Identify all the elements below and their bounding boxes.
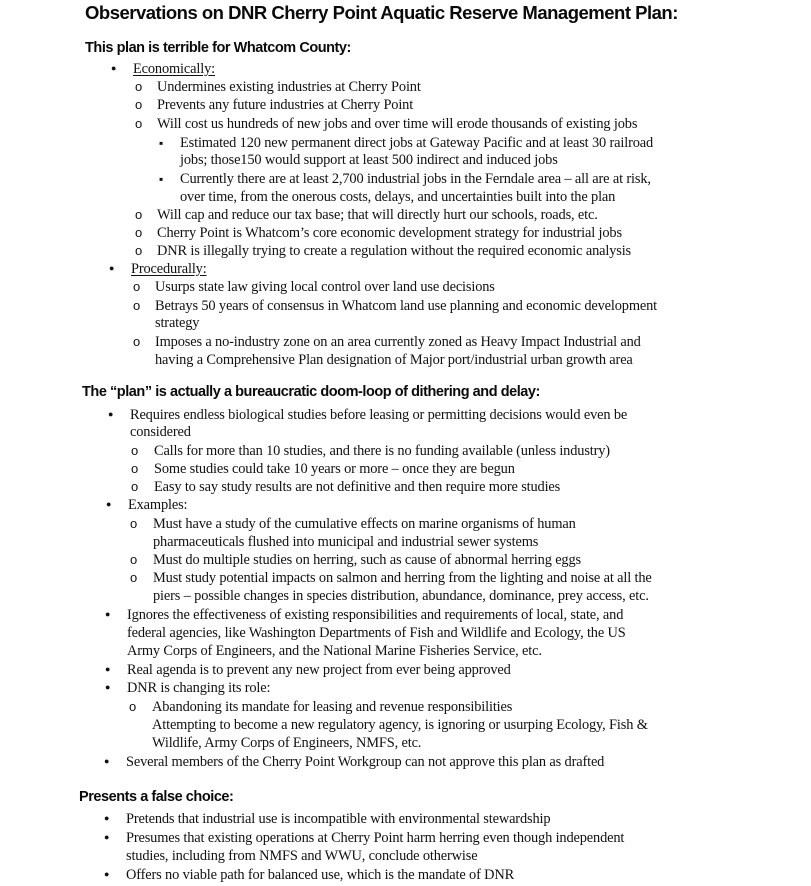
list-item: Must have a study of the cumulative effects on marine organisms of human [153, 516, 576, 532]
section-heading-doom-loop: The “plan” is actually a bureaucratic doom-loop of dithering and delay: [82, 384, 540, 400]
bullet-icon [104, 753, 109, 772]
hollow-bullet-icon [130, 569, 137, 587]
hollow-bullet-icon [131, 460, 138, 478]
hollow-bullet-icon [135, 224, 142, 242]
list-item-continuation: Wildlife, Army Corps of Engineers, NMFS, etc. [152, 735, 422, 751]
list-item: Offers no viable path for balanced use, which is the mandate of DNR [126, 867, 515, 883]
hollow-bullet-icon [135, 96, 142, 114]
list-item: DNR is illegally trying to create a regulation without the required economic analysis [157, 243, 631, 259]
list-item: Real agenda is to prevent any new project from ever being approved [127, 662, 511, 678]
hollow-bullet-icon [135, 115, 142, 133]
list-item: Ignores the effectiveness of existing responsibilities and requirements of local, state, and [127, 607, 624, 623]
document-title: Observations on DNR Cherry Point Aquatic Reserve Management Plan: [85, 2, 678, 23]
bullet-icon [104, 829, 109, 848]
hollow-bullet-icon [130, 551, 137, 569]
hollow-bullet-icon [135, 206, 142, 224]
square-bullet-icon [159, 170, 163, 188]
bullet-icon [111, 60, 116, 79]
hollow-bullet-icon [131, 478, 138, 496]
bullet-icon [106, 496, 111, 515]
list-item: DNR is changing its role: [127, 680, 271, 696]
list-item-continuation: federal agencies, like Washington Departments of Fish and Wildlife and Ecology, the US [127, 625, 626, 641]
list-item: Will cost us hundreds of new jobs and over time will erode thousands of existing jobs [157, 116, 638, 132]
list-item: Requires endless biological studies before leasing or permitting decisions would even be [130, 407, 628, 423]
list-item: Prevents any future industries at Cherry Point [157, 97, 414, 113]
list-item: Must study potential impacts on salmon and herring from the lighting and noise at all the [153, 570, 652, 586]
bullet-icon [105, 661, 110, 680]
list-item: Several members of the Cherry Point Workgroup can not approve this plan as drafted [126, 754, 605, 770]
list-item: Some studies could take 10 years or more – once they are begun [154, 461, 515, 477]
list-item-procedurally: Procedurally: [131, 261, 207, 277]
list-item-continuation: piers – possible changes in species distribution, abundance, dominance, prey access, etc. [153, 588, 649, 604]
list-item-continuation: Attempting to become a new regulatory agency, is ignoring or usurping Ecology, Fish & [152, 717, 648, 733]
hollow-bullet-icon [133, 278, 140, 296]
list-item-continuation: pharmaceuticals flushed into municipal and industrial sewer systems [153, 534, 539, 550]
hollow-bullet-icon [135, 78, 142, 96]
list-item: Will cap and reduce our tax base; that will directly hurt our schools, roads, etc. [157, 207, 598, 223]
list-item: Abandoning its mandate for leasing and revenue responsibilities [152, 699, 513, 715]
section-heading-whatcom: This plan is terrible for Whatcom County: [85, 40, 351, 56]
list-item-continuation: having a Comprehensive Plan designation of Major port/industrial urban growth area [155, 352, 633, 368]
list-item-continuation: studies, including from NMFS and WWU, conclude otherwise [126, 848, 478, 864]
bullet-icon [109, 260, 114, 279]
section-heading-false-choice: Presents a false choice: [79, 789, 234, 805]
list-item: Must do multiple studies on herring, such as cause of abnormal herring eggs [153, 552, 581, 568]
list-item: Currently there are at least 2,700 industrial jobs in the Ferndale area – all are at risk, [180, 171, 651, 187]
list-item: Pretends that industrial use is incompatible with environmental stewardship [126, 811, 551, 827]
square-bullet-icon [159, 134, 163, 152]
list-item: Examples: [128, 497, 188, 513]
hollow-bullet-icon [135, 242, 142, 260]
list-item: Undermines existing industries at Cherry Point [157, 79, 421, 95]
list-item-continuation: over time, from the onerous costs, delays, and uncertainties built into the plan [180, 189, 616, 205]
list-item-continuation: strategy [155, 315, 200, 331]
list-item-continuation: considered [130, 424, 191, 440]
list-item: Presumes that existing operations at Cherry Point harm herring even though independent [126, 830, 625, 846]
bullet-icon [104, 866, 109, 885]
list-item: Cherry Point is Whatcom’s core economic development strategy for industrial jobs [157, 225, 622, 241]
hollow-bullet-icon [133, 333, 140, 351]
list-item: Easy to say study results are not definitive and then require more studies [154, 479, 561, 495]
bullet-icon [104, 810, 109, 829]
hollow-bullet-icon [129, 698, 136, 716]
bullet-icon [105, 606, 110, 625]
list-item: Imposes a no-industry zone on an area currently zoned as Heavy Impact Industrial and [155, 334, 641, 350]
list-item-continuation: jobs; those150 would support at least 500 indirect and induced jobs [180, 152, 558, 168]
list-item: Usurps state law giving local control over land use decisions [155, 279, 495, 295]
list-item: Betrays 50 years of consensus in Whatcom land use planning and economic development [155, 298, 658, 314]
list-item: Calls for more than 10 studies, and there is no funding available (unless industry) [154, 443, 610, 459]
hollow-bullet-icon [133, 297, 140, 315]
hollow-bullet-icon [131, 442, 138, 460]
bullet-icon [105, 679, 110, 698]
bullet-icon [108, 406, 113, 425]
list-item-continuation: Army Corps of Engineers, and the National Marine Fisheries Service, etc. [127, 643, 542, 659]
list-item-economically: Economically: [133, 61, 215, 77]
list-item: Estimated 120 new permanent direct jobs at Gateway Pacific and at least 30 railroad [180, 135, 654, 151]
hollow-bullet-icon [130, 515, 137, 533]
